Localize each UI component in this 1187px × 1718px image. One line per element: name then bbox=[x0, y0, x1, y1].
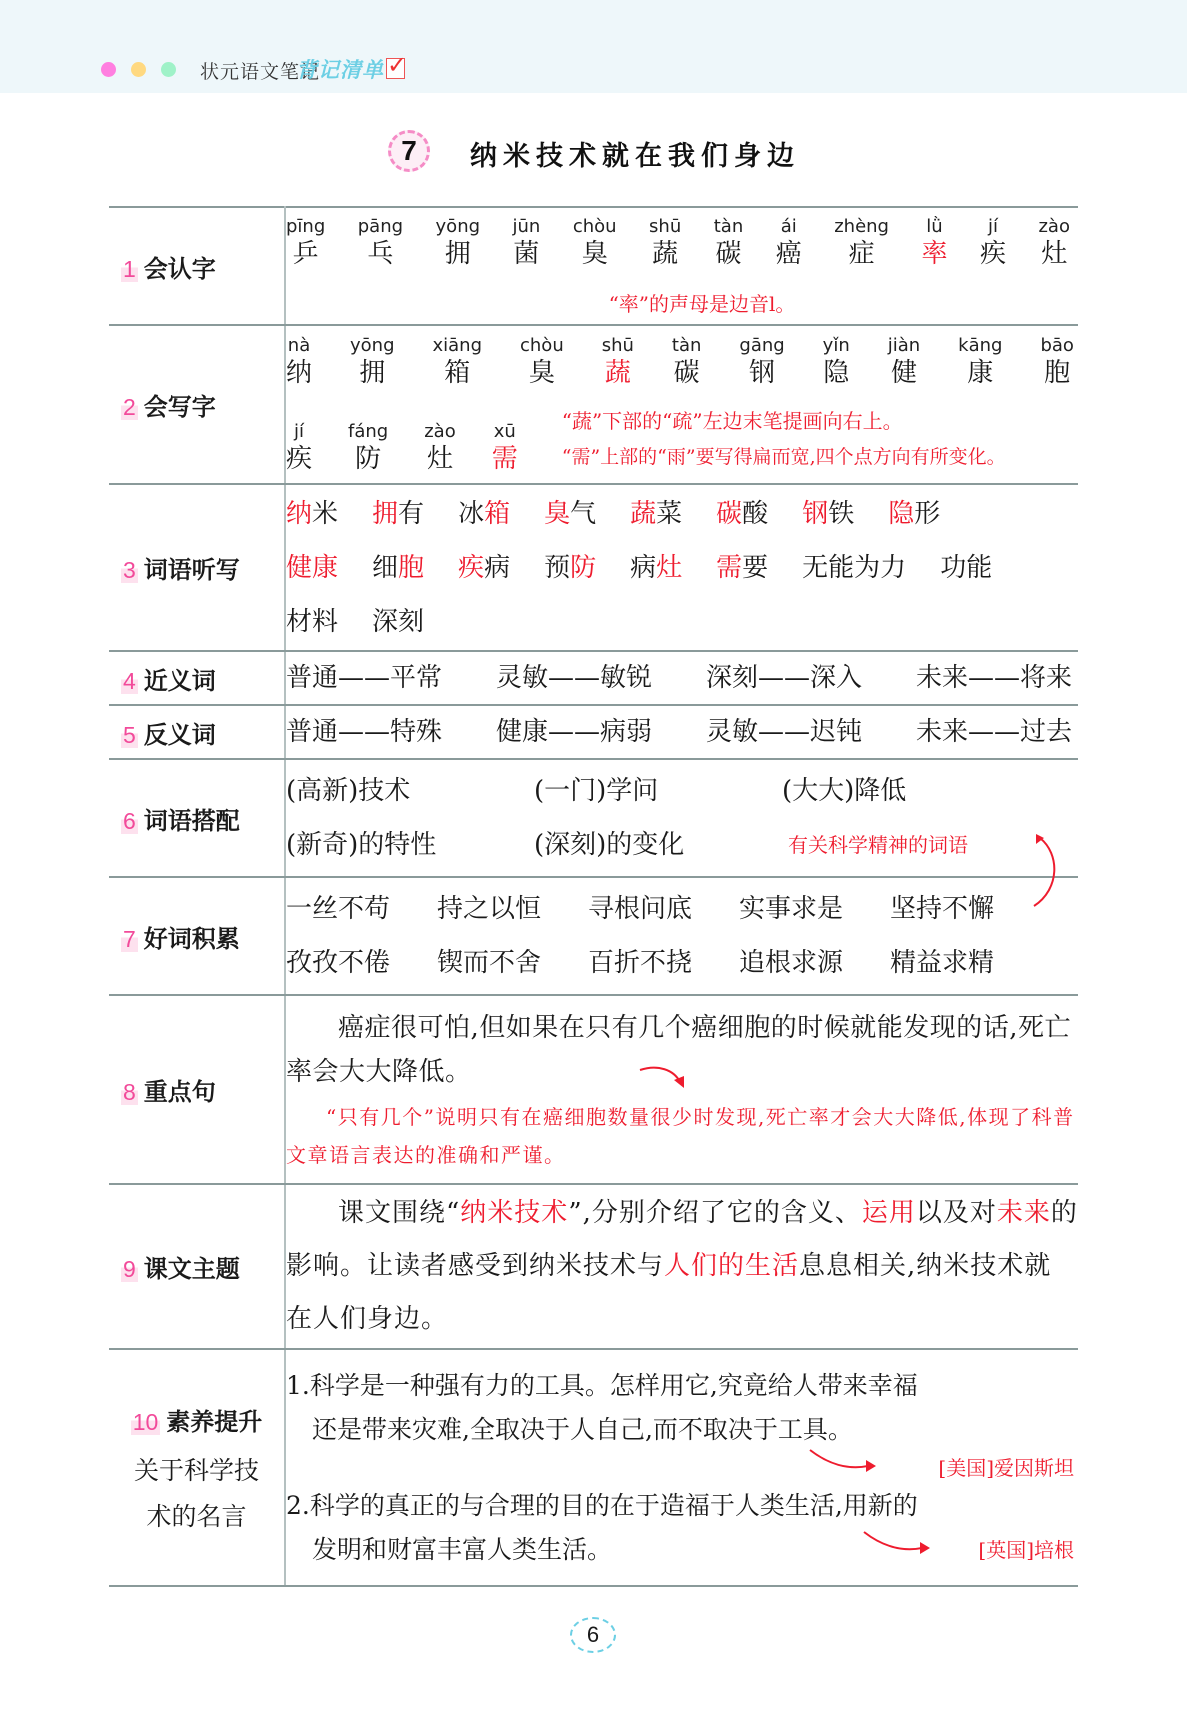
section-number: 1 bbox=[123, 255, 136, 282]
pinyin-char bbox=[834, 216, 889, 270]
pinyin: pīng bbox=[286, 215, 326, 237]
section-number: 6 bbox=[123, 807, 136, 834]
pinyin-char bbox=[602, 335, 634, 389]
word-pair: 灵敏——敏锐 bbox=[495, 663, 652, 693]
key-sentence: 癌症很可怕,但如果在只有几个癌细胞的时候就能发现的话,死亡率会大大降低。 bbox=[286, 1012, 1072, 1087]
hanzi: 灶 bbox=[1041, 238, 1068, 269]
pinyin: tàn bbox=[713, 215, 744, 237]
section-content bbox=[285, 1349, 1078, 1586]
pinyin: chòu bbox=[572, 215, 617, 237]
idiom: 追根求源 bbox=[739, 948, 844, 978]
pinyin-char bbox=[436, 216, 481, 270]
hanzi: 碳 bbox=[715, 238, 742, 269]
hanzi: 拥 bbox=[359, 357, 386, 388]
dictation-word: 健康 bbox=[286, 552, 339, 583]
pinyin-char bbox=[1040, 335, 1073, 389]
checkbox-icon bbox=[386, 51, 408, 79]
section-subtitle: 关于科学技 bbox=[133, 1456, 259, 1485]
pinyin-char bbox=[286, 335, 312, 389]
section-content bbox=[285, 759, 1078, 877]
word-pair: 未来——过去 bbox=[915, 717, 1072, 747]
section-subtitle: 术的名言 bbox=[146, 1502, 247, 1531]
highlight-text: 未来 bbox=[996, 1198, 1051, 1228]
dictation-word: 疾病 bbox=[458, 552, 511, 583]
hanzi: 胞 bbox=[1044, 357, 1071, 388]
pinyin-char bbox=[286, 421, 312, 475]
section-number: 7 bbox=[123, 925, 136, 952]
body-text: ”,分别介绍了它的含义、 bbox=[568, 1198, 862, 1228]
idiom: 一丝不苟 bbox=[286, 894, 391, 924]
dictation-word: 冰箱 bbox=[458, 498, 511, 529]
pinyin-char bbox=[358, 216, 403, 270]
pinyin-char bbox=[1038, 216, 1070, 270]
curved-arrow-icon bbox=[808, 1448, 878, 1478]
quote: 发明和财富丰富人类生活。 bbox=[312, 1534, 613, 1564]
hanzi: 乒 bbox=[292, 238, 319, 269]
collocation: (深刻)的变化 bbox=[534, 830, 685, 860]
pinyin-char bbox=[672, 335, 702, 389]
pinyin-char bbox=[958, 335, 1002, 389]
section-title: 反义词 bbox=[143, 720, 216, 749]
pinyin: bāo bbox=[1040, 334, 1074, 356]
hanzi: 健 bbox=[890, 357, 917, 388]
hanzi: 拥 bbox=[444, 238, 471, 269]
hanzi: 率 bbox=[921, 238, 948, 269]
body-text: 课文围绕“ bbox=[338, 1198, 461, 1228]
quote-source: [英国]培根 bbox=[978, 1537, 1074, 1562]
hanzi: 箱 bbox=[444, 357, 471, 388]
hanzi: 臭 bbox=[528, 357, 555, 388]
section-4 bbox=[109, 651, 1078, 705]
hanzi: 碳 bbox=[673, 357, 700, 388]
collocation: (一门)学问 bbox=[534, 776, 659, 806]
pinyin-char bbox=[424, 421, 456, 475]
quote-source: [美国]爱因斯坦 bbox=[938, 1455, 1074, 1480]
annotation: 有关科学精神的词语 bbox=[788, 833, 968, 857]
body-text: 以及对 bbox=[915, 1198, 997, 1228]
pinyin-char-list bbox=[286, 216, 1078, 270]
section-title: 会认字 bbox=[143, 254, 216, 283]
pinyin-char bbox=[513, 216, 541, 270]
section-number: 4 bbox=[123, 667, 136, 694]
hanzi: 乓 bbox=[367, 238, 394, 269]
section-label bbox=[109, 877, 285, 995]
quote: 1.科学是一种强有力的工具。怎样用它,究竟给人带来幸福 bbox=[286, 1370, 918, 1400]
idiom: 精益求精 bbox=[890, 948, 995, 978]
word-pair: 健康——病弱 bbox=[495, 717, 652, 747]
section-label bbox=[109, 325, 285, 484]
idiom-row bbox=[286, 882, 1078, 936]
antonym-list bbox=[286, 707, 1078, 757]
section-number: 8 bbox=[123, 1079, 136, 1105]
hanzi: 癌 bbox=[775, 238, 802, 269]
word-pair: 灵敏——迟钝 bbox=[705, 717, 862, 747]
section-content bbox=[285, 705, 1078, 759]
dictation-word: 蔬菜 bbox=[630, 498, 683, 529]
idiom: 实事求是 bbox=[739, 894, 844, 924]
dictation-word: 功能 bbox=[940, 552, 993, 583]
pinyin: jí bbox=[987, 215, 998, 237]
highlight-text: 运用 bbox=[861, 1198, 916, 1228]
dot-pink bbox=[101, 62, 116, 77]
pinyin-char bbox=[980, 216, 1006, 270]
section-title: 词语听写 bbox=[143, 556, 240, 584]
section-title: 词语搭配 bbox=[143, 806, 240, 835]
section-title: 课文主题 bbox=[143, 1255, 240, 1283]
quote: 2.科学的真正的与合理的目的在于造福于人类生活,用新的 bbox=[286, 1490, 918, 1520]
pinyin: shū bbox=[601, 334, 634, 356]
idiom: 孜孜不倦 bbox=[286, 948, 391, 978]
pinyin-char bbox=[573, 216, 617, 270]
section-content bbox=[285, 1184, 1078, 1349]
pinyin-char bbox=[432, 335, 482, 389]
section-10 bbox=[109, 1349, 1078, 1586]
pinyin: kāng bbox=[958, 334, 1003, 356]
pinyin: nà bbox=[287, 334, 311, 356]
section-number: 2 bbox=[123, 394, 136, 420]
dot-yellow bbox=[131, 62, 146, 77]
section-title: 近义词 bbox=[143, 666, 216, 695]
pinyin-char bbox=[520, 335, 564, 389]
pinyin: gāng bbox=[739, 334, 785, 356]
pinyin-char bbox=[823, 335, 850, 389]
pinyin: ái bbox=[780, 215, 797, 237]
section-label bbox=[109, 759, 285, 877]
collocation: (大大)降低 bbox=[782, 776, 907, 806]
curved-arrow-icon bbox=[862, 1530, 932, 1560]
header-band bbox=[0, 0, 1187, 93]
pinyin: yōng bbox=[350, 334, 395, 356]
section-title: 重点句 bbox=[143, 1078, 216, 1106]
idiom: 寻根问底 bbox=[588, 894, 693, 924]
hanzi: 防 bbox=[355, 443, 382, 474]
dictation-word: 碳酸 bbox=[716, 498, 769, 529]
annotation: “率”的声母是边音l。 bbox=[608, 291, 796, 316]
lesson-title: 纳米技术就在我们身边 bbox=[470, 141, 800, 172]
section-2 bbox=[109, 325, 1078, 484]
section-label bbox=[109, 651, 285, 705]
dictation-word: 病灶 bbox=[630, 552, 683, 583]
synonym-list bbox=[286, 653, 1078, 703]
notes-table bbox=[109, 206, 1078, 1587]
section-title: 素养提升 bbox=[166, 1408, 263, 1436]
hanzi: 纳 bbox=[286, 357, 313, 388]
dictation-word: 纳米 bbox=[286, 498, 339, 529]
hanzi: 菌 bbox=[513, 238, 540, 269]
idiom-row bbox=[286, 936, 1078, 990]
section-content bbox=[285, 651, 1078, 705]
annotation: “蔬”下部的“疏”左边末笔提画向右上。 bbox=[561, 408, 903, 433]
idiom: 坚持不懈 bbox=[890, 894, 995, 924]
idiom: 持之以恒 bbox=[437, 894, 542, 924]
pinyin: pāng bbox=[357, 215, 404, 237]
pinyin: zhèng bbox=[834, 215, 889, 237]
dictation-word: 无能为力 bbox=[802, 552, 907, 583]
header-dots bbox=[101, 62, 191, 77]
dot-green bbox=[161, 62, 176, 77]
hanzi: 疾 bbox=[286, 443, 313, 474]
section-5 bbox=[109, 705, 1078, 759]
pinyin: zào bbox=[424, 420, 456, 442]
pinyin: yǐn bbox=[822, 334, 850, 356]
section-7 bbox=[109, 877, 1078, 995]
pinyin: lǜ bbox=[926, 215, 943, 237]
word-pair: 普通——平常 bbox=[286, 663, 443, 693]
pinyin: xiāng bbox=[432, 334, 483, 356]
pinyin: tàn bbox=[671, 334, 702, 356]
section-content bbox=[285, 484, 1078, 651]
dictation-word: 钢铁 bbox=[802, 498, 855, 529]
pinyin: jiàn bbox=[887, 334, 921, 356]
pinyin-char bbox=[492, 421, 518, 475]
section-content bbox=[285, 207, 1078, 325]
pinyin-char bbox=[649, 216, 681, 270]
hanzi: 隐 bbox=[823, 357, 850, 388]
section-content bbox=[285, 325, 1078, 484]
hanzi: 蔬 bbox=[604, 357, 631, 388]
page-number: 6 bbox=[570, 1617, 616, 1653]
dictation-word: 材料 bbox=[286, 606, 339, 637]
pinyin: jí bbox=[294, 420, 305, 442]
section-1 bbox=[109, 207, 1078, 325]
hanzi: 疾 bbox=[979, 238, 1006, 269]
hanzi: 康 bbox=[967, 357, 994, 388]
curved-arrow-icon bbox=[638, 1064, 688, 1094]
body-text: 息息相关,纳米技术就在人们身边。 bbox=[286, 1251, 1052, 1334]
pinyin: chòu bbox=[520, 334, 564, 356]
section-9 bbox=[109, 1184, 1078, 1349]
pinyin: jūn bbox=[512, 215, 541, 237]
pinyin-char bbox=[348, 421, 388, 475]
pinyin: xū bbox=[493, 420, 516, 442]
hanzi: 需 bbox=[491, 443, 518, 474]
pinyin-char-list bbox=[286, 421, 554, 475]
dictation-word: 隐形 bbox=[888, 498, 941, 529]
annotation: “需”上部的“雨”要写得扁而宽,四个点方向有所变化。 bbox=[561, 445, 1006, 468]
hanzi: 症 bbox=[848, 238, 875, 269]
annotation: “只有几个”说明只有在癌细胞数量很少时发现,死亡率才会大大降低,体现了科普文章语言表达的准确和严谨。 bbox=[286, 1104, 1075, 1167]
collocation: (新奇)的特性 bbox=[286, 830, 437, 860]
highlight-text: 纳米技术 bbox=[460, 1198, 569, 1228]
dictation-word: 需要 bbox=[716, 552, 769, 583]
pinyin-char bbox=[739, 335, 784, 389]
section-3 bbox=[109, 484, 1078, 651]
body-text: 的影响。让读者感受到纳米技术与 bbox=[286, 1198, 1078, 1281]
section-number: 9 bbox=[123, 1256, 136, 1282]
curved-arrow-icon bbox=[1030, 834, 1070, 914]
pinyin: shū bbox=[649, 215, 682, 237]
check-icon: ✓ bbox=[387, 51, 408, 79]
brand-subtitle: 背记清单 bbox=[296, 58, 384, 82]
section-number: 10 bbox=[132, 1409, 159, 1435]
idiom: 百折不挠 bbox=[588, 948, 693, 978]
pinyin-char-list bbox=[286, 335, 1078, 389]
hanzi: 蔬 bbox=[652, 238, 679, 269]
section-content bbox=[285, 877, 1078, 995]
hanzi: 臭 bbox=[581, 238, 608, 269]
word-pair: 未来——将来 bbox=[915, 663, 1072, 693]
section-label bbox=[109, 484, 285, 651]
dictation-word: 预防 bbox=[544, 552, 597, 583]
pinyin: zào bbox=[1038, 215, 1070, 237]
section-label bbox=[109, 207, 285, 325]
section-label bbox=[109, 705, 285, 759]
section-label bbox=[109, 1349, 285, 1586]
pinyin-char bbox=[888, 335, 920, 389]
section-title: 好词积累 bbox=[143, 924, 240, 953]
word-pair: 深刻——深入 bbox=[705, 663, 862, 693]
highlight-text: 人们的生活 bbox=[664, 1251, 800, 1281]
pinyin-char bbox=[286, 216, 325, 270]
pinyin-char bbox=[921, 216, 947, 270]
dictation-word: 细胞 bbox=[372, 552, 425, 583]
section-label bbox=[109, 1184, 285, 1349]
section-title: 会写字 bbox=[143, 393, 216, 421]
lesson-number: 7 bbox=[388, 130, 430, 172]
pinyin: fáng bbox=[348, 420, 389, 442]
pinyin: yōng bbox=[435, 215, 481, 237]
word-list bbox=[286, 487, 1078, 649]
pinyin-char bbox=[350, 335, 395, 389]
section-6 bbox=[109, 759, 1078, 877]
quote: 还是带来灾难,全取决于人自己,而不取决于工具。 bbox=[312, 1414, 853, 1444]
dictation-word: 拥有 bbox=[372, 498, 425, 529]
pinyin-char bbox=[776, 216, 802, 270]
word-pair: 普通——特殊 bbox=[286, 717, 443, 747]
pinyin-char bbox=[714, 216, 744, 270]
section-label bbox=[109, 995, 285, 1184]
section-8 bbox=[109, 995, 1078, 1184]
dictation-word: 臭气 bbox=[544, 498, 597, 529]
section-number: 5 bbox=[123, 721, 136, 748]
hanzi: 灶 bbox=[426, 443, 453, 474]
theme-paragraph bbox=[286, 1187, 1078, 1346]
section-number: 3 bbox=[123, 557, 136, 583]
collocation: (高新)技术 bbox=[286, 776, 411, 806]
brand-title: 状元语文笔记 bbox=[200, 61, 321, 83]
idiom: 锲而不舍 bbox=[437, 948, 542, 978]
hanzi: 钢 bbox=[749, 357, 776, 388]
dictation-word: 深刻 bbox=[372, 606, 425, 637]
